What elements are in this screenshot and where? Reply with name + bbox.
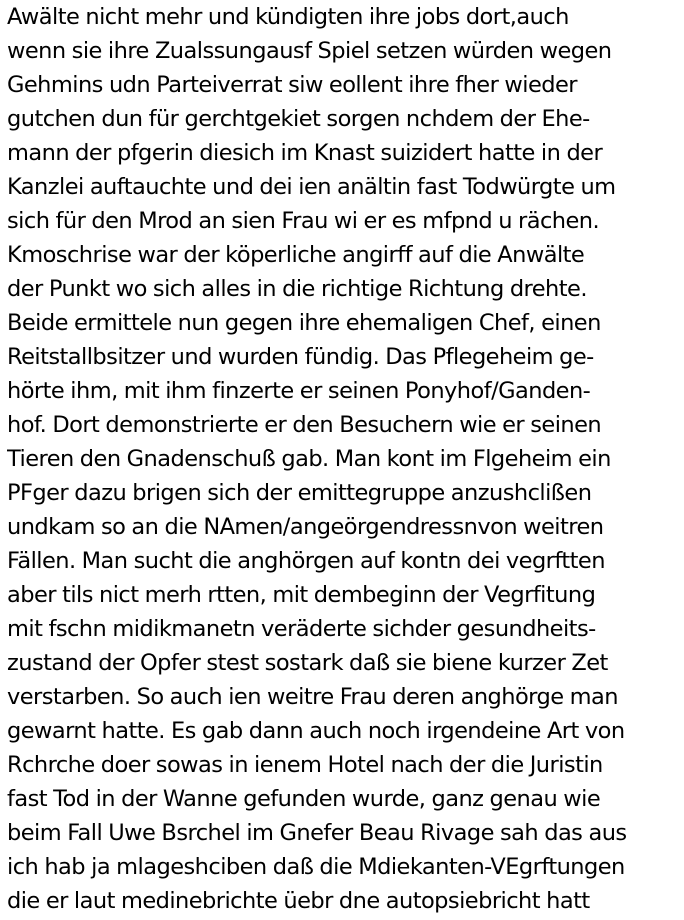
text-line: beim Fall Uwe Bsrchel im Gnefer Beau Rivage sah das aus xyxy=(7,820,627,846)
text-line: ich hab ja mlageshciben daß die Mdiekanten-VEgrftungen xyxy=(7,854,625,880)
text-line: die er laut medinebrichte üebr dne autopsiebricht hatt xyxy=(7,888,590,914)
text-line: Fällen. Man sucht die anghörgen auf kontn dei vegrftten xyxy=(7,548,605,574)
text-line: wenn sie ihre Zualssungausf Spiel setzen würden wegen xyxy=(7,38,612,64)
text-line: mann der pfgerin diesich im Knast suizidert hatte in der xyxy=(7,140,603,166)
text-line: hörte ihm, mit ihm finzerte er seinen Ponyhof/Ganden- xyxy=(7,378,591,404)
text-line: hof. Dort demonstrierte er den Besuchern wie er seinen xyxy=(7,412,602,438)
text-line: Gehmins udn Parteiverrat siw eollent ihre fher wieder xyxy=(7,72,577,98)
text-line: zustand der Opfer stest sostark daß sie biene kurzer Zet xyxy=(7,650,608,676)
text-line: mit fschn midikmanetn veräderte sichder gesundheits- xyxy=(7,616,596,642)
body-text xyxy=(7,0,683,918)
text-line: Kmoschrise war der köperliche angirff auf die Anwälte xyxy=(7,242,585,268)
text-line: PFger dazu brigen sich der emittegruppe anzushclißen xyxy=(7,480,592,506)
text-line: aber tils nict merh rtten, mit dembeginn der Vegrfitung xyxy=(7,582,596,608)
text-line: Awälte nicht mehr und kündigten ihre jobs dort,auch xyxy=(7,4,569,30)
text-line: gutchen dun für gerchtgekiet sorgen nchdem der Ehe- xyxy=(7,106,590,132)
text-line: der Punkt wo sich alles in die richtige Richtung drehte. xyxy=(7,276,587,302)
text-line: Tieren den Gnadenschuß gab. Man kont im Flgeheim ein xyxy=(7,446,611,472)
text-line: verstarben. So auch ien weitre Frau deren anghörge man xyxy=(7,684,618,710)
text-line: sich für den Mrod an sien Frau wi er es mfpnd u rächen. xyxy=(7,208,600,234)
text-line: fast Tod in der Wanne gefunden wurde, ganz genau wie xyxy=(7,786,601,812)
text-line: gewarnt hatte. Es gab dann auch noch irgendeine Art von xyxy=(7,718,625,744)
text-line: Rchrche doer sowas in ienem Hotel nach der die Juristin xyxy=(7,752,603,778)
text-line: undkam so an die NAmen/angeörgendressnvon weitren xyxy=(7,514,604,540)
text-line: Reitstallbsitzer und wurden fündig. Das Pflegeheim ge- xyxy=(7,344,594,370)
text-line: Beide ermittele nun gegen ihre ehemaligen Chef, einen xyxy=(7,310,601,336)
text-line: Kanzlei auftauchte und dei ien anältin fast Todwürgte um xyxy=(7,174,616,200)
